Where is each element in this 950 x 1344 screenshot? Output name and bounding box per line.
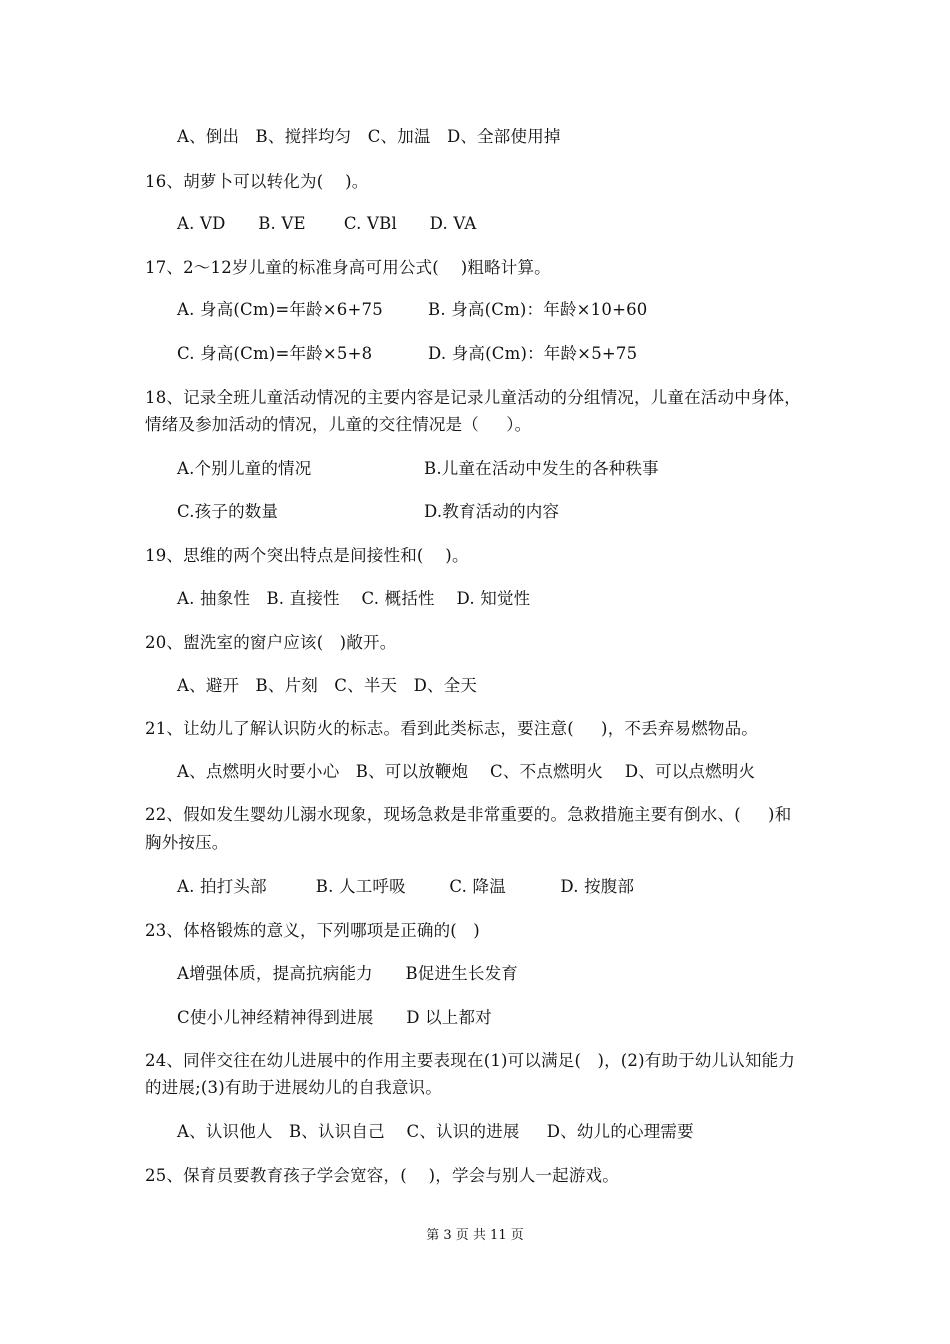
q21-stem: 21、让幼儿了解认识防火的标志。看到此类标志，要注意( )，不丢弃易燃物品。 xyxy=(145,719,758,738)
q23-options-cd: C使小儿神经精神得到进展 D 以上都对 xyxy=(177,1008,492,1027)
q23-stem: 23、体格锻炼的意义，下列哪项是正确的( ) xyxy=(145,921,480,940)
q17-option-d: D. 身高(Cm)：年龄×5+75 xyxy=(428,344,638,363)
q24-stem-line2: 的进展;(3)有助于进展幼儿的自我意识。 xyxy=(145,1078,442,1097)
q16-options: A. VD B. VE C. VBl D. VA xyxy=(177,214,477,233)
q20-stem: 20、盥洗室的窗户应该( )敞开。 xyxy=(145,633,397,652)
q18-stem-line2: 情绪及参加活动的情况，儿童的交往情况是（ ）。 xyxy=(145,415,532,434)
q18-stem-line1: 18、记录全班儿童活动情况的主要内容是记录儿童活动的分组情况，儿童在活动中身体， xyxy=(145,388,801,407)
q22-options: A. 拍打头部 B. 人工呼吸 C. 降温 D. 按腹部 xyxy=(177,877,635,896)
q18-option-a: A.个别儿童的情况 xyxy=(177,459,312,478)
q19-options: A. 抽象性 B. 直接性 C. 概括性 D. 知觉性 xyxy=(177,589,531,608)
q17-option-c: C. 身高(Cm)=年龄×5+8 xyxy=(177,344,373,363)
page-number-footer: 第 3 页 共 11 页 xyxy=(426,1228,524,1243)
q17-option-a: A. 身高(Cm)=年龄×6+75 xyxy=(177,300,383,319)
q20-options: A、避开 B、片刻 C、半天 D、全天 xyxy=(177,676,478,695)
q24-options: A、认识他人 B、认识自己 C、认识的进展 D、幼儿的心理需要 xyxy=(177,1122,694,1141)
q23-options-ab: A增强体质，提高抗病能力 B促进生长发育 xyxy=(177,964,519,983)
q19-stem: 19、思维的两个突出特点是间接性和( )。 xyxy=(145,546,469,565)
q25-stem: 25、保育员要教育孩子学会宽容，( )，学会与别人一起游戏。 xyxy=(145,1166,619,1185)
q22-stem-line2: 胸外按压。 xyxy=(145,833,229,852)
q18-option-c: C.孩子的数量 xyxy=(177,502,279,521)
q18-option-d: D.教育活动的内容 xyxy=(424,502,560,521)
q17-option-b: B. 身高(Cm)：年龄×10+60 xyxy=(428,300,648,319)
q17-stem: 17、2～12岁儿童的标准身高可用公式( )粗略计算。 xyxy=(145,258,551,277)
q16-stem: 16、胡萝卜可以转化为( )。 xyxy=(145,172,369,191)
q21-options: A、点燃明火时要小心 B、可以放鞭炮 C、不点燃明火 D、可以点燃明火 xyxy=(177,762,756,781)
q18-option-b: B.儿童在活动中发生的各种秩事 xyxy=(424,459,659,478)
q15-options: A、倒出 B、搅拌均匀 C、加温 D、全部使用掉 xyxy=(177,127,561,146)
q22-stem-line1: 22、假如发生婴幼儿溺水现象，现场急救是非常重要的。急救措施主要有倒水、( )和 xyxy=(145,805,792,824)
q24-stem-line1: 24、同伴交往在幼儿进展中的作用主要表现在(1)可以满足( )，(2)有助于幼儿认知能力 xyxy=(145,1051,796,1070)
